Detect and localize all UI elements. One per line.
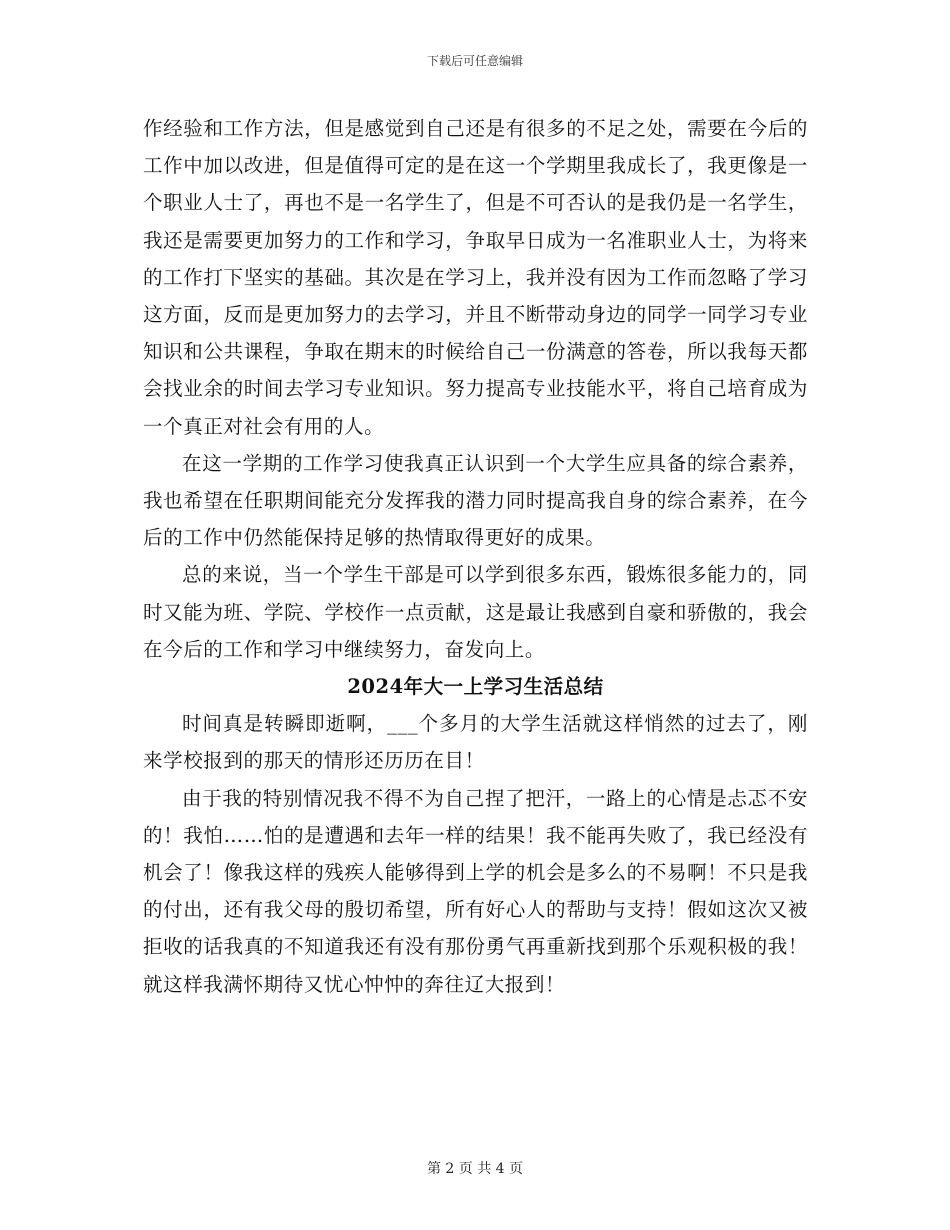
page-number: 第 2 页 共 4 页 [426, 1161, 524, 1177]
paragraph: 总的来说，当一个学生干部是可以学到很多东西，锻炼很多能力的，同时又能为班、学院、学校作一点贡献，这是最让我感到自豪和骄傲的，我会在今后的工作和学习中继续努力，奋发向上。 [143, 563, 808, 661]
document-body [143, 110, 808, 1003]
paragraph: 由于我的特别情况我不得不为自己捏了把汗，一路上的心情是忐忑不安的！我怕……怕的是遭遇和去年一样的结果！我不能再失败了，我已经没有机会了！像我这样的残疾人能够得到上学的机会是多么的不易啊！不只是我的付出，还有我父母的殷切希望，所有好心人的帮助与支持！假如这次又被拒收的话我真的不知道我还有没有那份勇气再重新找到那个乐观积极的我！就这样我满怀期待又忧心忡忡的奔往辽大报到！ [143, 786, 808, 996]
paragraph: 时间真是转瞬即逝啊，___个多月的大学生活就这样悄然的过去了，刚来学校报到的那天的情形还历历在目！ [143, 712, 808, 773]
paragraph: 在这一学期的工作学习使我真正认识到一个大学生应具备的综合素养，我也希望在任职期间能充分发挥我的潜力同时提高我自身的综合素养，在今后的工作中仍然能保持足够的热情取得更好的成果。 [143, 451, 808, 550]
paragraph-continuation: 作经验和工作方法，但是感觉到自己还是有很多的不足之处，需要在今后的工作中加以改进，但是值得可定的是在这一个学期里我成长了，我更像是一个职业人士了，再也不是一名学生了，但是不可否认的是我仍是一名学生，我还是需要更加努力的工作和学习，争取早日成为一名准职业人士，为将来的工作打下坚实的基础。其次是在学习上，我并没有因为工作而忽略了学习这方面，反而是更加努力的去学习，并且不断带动身边的同学一同学习专业知识和公共课程，争取在期末的时候给自己一份满意的答卷，所以我每天都会找业余的时间去学习专业知识。努力提高专业技能水平，将自己培育成为一个真正对社会有用的人。 [143, 117, 808, 438]
section-title: 2024年大一上学习生活总结 [347, 675, 604, 699]
header-note: 下载后可任意编辑 [426, 54, 523, 68]
